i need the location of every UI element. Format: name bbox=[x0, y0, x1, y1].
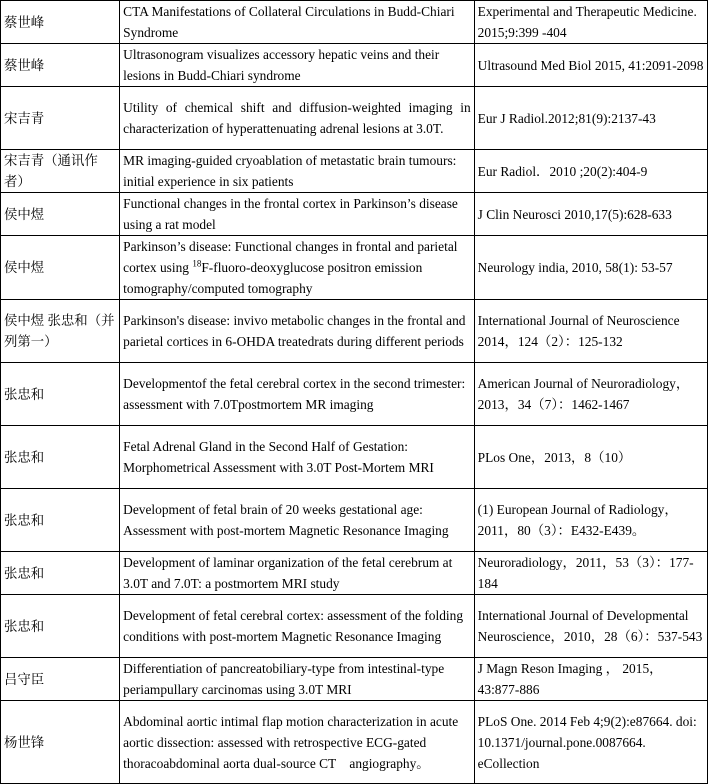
journal-cell: Ultrasound Med Biol 2015, 41:2091-2098 bbox=[474, 44, 707, 87]
author-cell: 张忠和 bbox=[1, 595, 120, 658]
table-row bbox=[1, 1, 708, 44]
table-row bbox=[1, 87, 708, 150]
author-cell: 张忠和 bbox=[1, 363, 120, 426]
table-row bbox=[1, 426, 708, 489]
author-cell: 张忠和 bbox=[1, 426, 120, 489]
table-row bbox=[1, 595, 708, 658]
table-row bbox=[1, 44, 708, 87]
title-cell: CTA Manifestations of Collateral Circulations in Budd-Chiari Syndrome bbox=[120, 1, 475, 44]
isotope-superscript: 18 bbox=[192, 258, 202, 269]
author-cell: 张忠和 bbox=[1, 489, 120, 552]
title-cell: MR imaging-guided cryoablation of metastatic brain tumours: initial experience in six patients bbox=[120, 150, 475, 193]
author-cell: 杨世锋 bbox=[1, 701, 120, 784]
table-row bbox=[1, 300, 708, 363]
journal-cell: International Journal of Developmental Neuroscience，2010，28（6）：537-543 bbox=[474, 595, 707, 658]
title-cell: Parkinson's disease: invivo metabolic changes in the frontal and parietal cortices in 6-OHDA treatedrats during different periods bbox=[120, 300, 475, 363]
title-cell bbox=[120, 236, 475, 300]
author-cell: 张忠和 bbox=[1, 552, 120, 595]
table-row bbox=[1, 193, 708, 236]
title-cell: Utility of chemical shift and diffusion-weighted imaging in characterization of hyperattenuating adrenal lesions at 3.0T. bbox=[120, 87, 475, 150]
table-row bbox=[1, 552, 708, 595]
author-cell: 侯中煜 bbox=[1, 236, 120, 300]
title-text: F-fluoro-deoxyglucose positron emission tomography/computed tomography bbox=[123, 260, 423, 296]
author-cell: 蔡世峰 bbox=[1, 44, 120, 87]
author-cell: 侯中煜 bbox=[1, 193, 120, 236]
table-row bbox=[1, 658, 708, 701]
title-cell: Development of fetal cerebral cortex: assessment of the folding conditions with post-mortem Magnetic Resonance Imaging bbox=[120, 595, 475, 658]
journal-cell: (1) European Journal of Radiology，2011，80（3）：E432-E439。 bbox=[474, 489, 707, 552]
table-row bbox=[1, 363, 708, 426]
title-cell: Ultrasonogram visualizes accessory hepatic veins and their lesions in Budd-Chiari syndrome bbox=[120, 44, 475, 87]
journal-cell: PLoS One. 2014 Feb 4;9(2):e87664. doi: 10.1371/journal.pone.0087664. eCollection bbox=[474, 701, 707, 784]
title-cell: Developmentof the fetal cerebral cortex in the second trimester: assessment with 7.0Tpostmortem MR imaging bbox=[120, 363, 475, 426]
author-cell: 宋吉青 bbox=[1, 87, 120, 150]
journal-cell: Neurology india, 2010, 58(1): 53-57 bbox=[474, 236, 707, 300]
author-cell: 蔡世峰 bbox=[1, 1, 120, 44]
title-cell: Abdominal aortic intimal flap motion characterization in acute aortic dissection: assessed with retrospective ECG-gated thoracoabdominal aorta dual-source CT angiography。 bbox=[120, 701, 475, 784]
author-cell: 宋吉青（通讯作者） bbox=[1, 150, 120, 193]
journal-cell: Experimental and Therapeutic Medicine. 2015;9:399 -404 bbox=[474, 1, 707, 44]
title-text: Parkinson’s disease: Functional changes in frontal and parietal cortex using bbox=[123, 239, 458, 275]
journal-cell: Eur Radiol．2010 ;20(2):404-9 bbox=[474, 150, 707, 193]
journal-cell: J Magn Reson Imaging ， 2015，43:877-886 bbox=[474, 658, 707, 701]
journal-cell: Neuroradiology，2011，53（3）：177-184 bbox=[474, 552, 707, 595]
journal-cell: American Journal of Neuroradiology，2013，34（7）：1462-1467 bbox=[474, 363, 707, 426]
table-row bbox=[1, 150, 708, 193]
journal-cell: J Clin Neurosci 2010,17(5):628-633 bbox=[474, 193, 707, 236]
author-cell: 侯中煜 张忠和（并列第一） bbox=[1, 300, 120, 363]
title-cell: Differentiation of pancreatobiliary-type from intestinal-type periampullary carcinomas using 3.0T MRI bbox=[120, 658, 475, 701]
title-cell: Functional changes in the frontal cortex in Parkinson’s disease using a rat model bbox=[120, 193, 475, 236]
journal-cell: International Journal of Neuroscience 2014，124（2）：125-132 bbox=[474, 300, 707, 363]
title-cell: Fetal Adrenal Gland in the Second Half of Gestation: Morphometrical Assessment with 3.0T Post-Mortem MRI bbox=[120, 426, 475, 489]
journal-cell: Eur J Radiol.2012;81(9):2137-43 bbox=[474, 87, 707, 150]
table-row bbox=[1, 236, 708, 300]
title-cell: Development of laminar organization of the fetal cerebrum at 3.0T and 7.0T: a postmortem MRI study bbox=[120, 552, 475, 595]
table-row bbox=[1, 701, 708, 784]
author-cell: 吕守臣 bbox=[1, 658, 120, 701]
journal-cell: PLos One，2013，8（10） bbox=[474, 426, 707, 489]
table-row bbox=[1, 489, 708, 552]
title-cell: Development of fetal brain of 20 weeks gestational age: Assessment with post-mortem Magnetic Resonance Imaging bbox=[120, 489, 475, 552]
